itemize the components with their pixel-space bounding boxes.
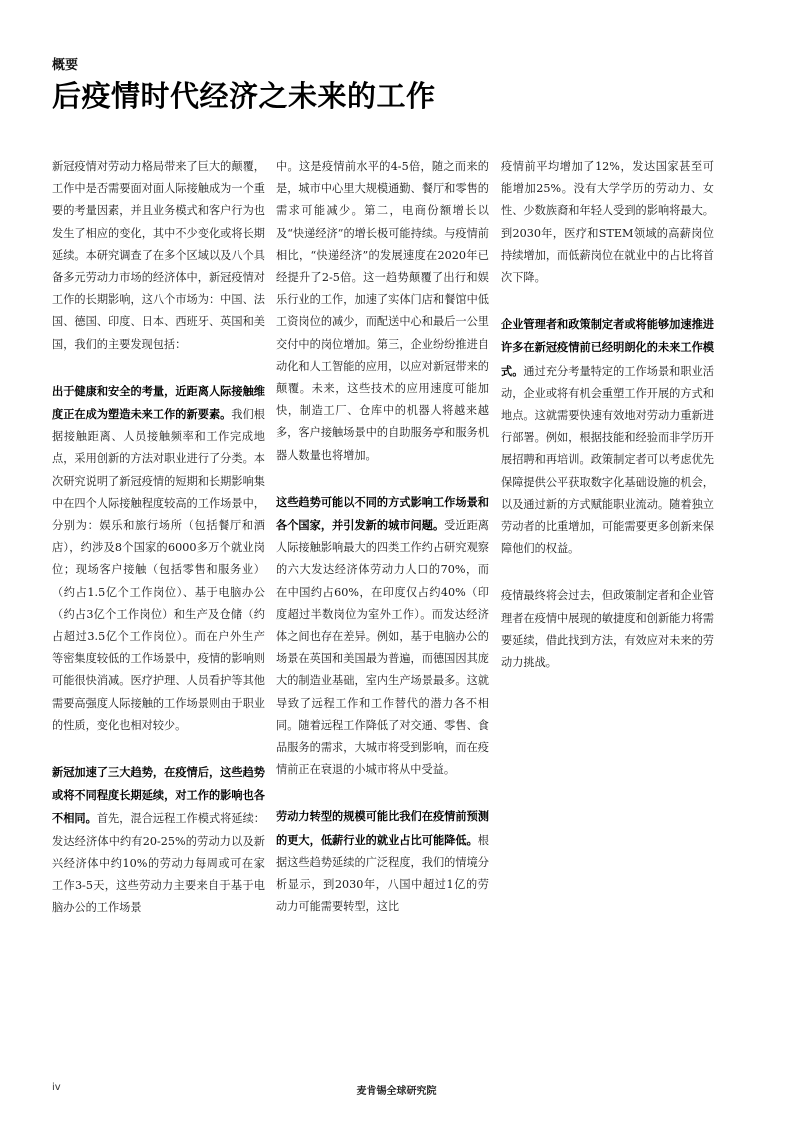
paragraph-lead: 劳动力转型的规模可能比我们在疫情前预测的更大，低薪行业的就业占比可能降低。 xyxy=(276,809,489,847)
paragraph xyxy=(501,313,714,560)
paragraph-body: 我们根据接触距离、人员接触频率和工作完成地点，采用创新的方法对职业进行了分类。本次研究说明了新冠疫情的短期和长期影响集中在四个人际接触程度较高的工作场景中，分别为：娱乐和旅行场所（包括餐厅和酒店），约涉及8个国家的6000多万个就业岗位；现场客户接触（包括零售和服务业）（约占1.5亿个工作岗位）、基于电脑办公（约占3亿个工作岗位）和生产及仓储（约占超过3.5亿个工作岗位）。而在户外生产等密集度较低的工作场景中，疫情的影响则可能很快消减。医疗护理、人员看护等其他需要高强度人际接触的工作场景则由于职业的性质，变化也相对较少。 xyxy=(52,408,265,732)
paragraph-lead: 新冠加速了三大趋势，在疫情后，这些趋势或将不同程度长期延续，对工作的影响也各不相同。 xyxy=(52,765,265,826)
paragraph-body: 首先，混合远程工作模式将延续：发达经济体中约有20-25%的劳动力以及新兴经济体中约10%的劳动力每周或可在家工作3-5天，这些劳动力主要来自于基于电脑办公的工作场景 xyxy=(52,812,265,915)
paragraph-lead: 出于健康和安全的考量，近距离人际接触维度正在成为塑造未来工作的新要素。 xyxy=(52,383,265,422)
paragraph xyxy=(276,155,489,467)
paragraph-lead: 企业管理者和政策制定者或将能够加速推进许多在新冠疫情前已经明朗化的未来工作模式。 xyxy=(501,317,714,378)
paragraph-body: 疫情前平均增加了12%，发达国家甚至可能增加25%。没有大学学历的劳动力、女性、少数族裔和年轻人受到的影响将最大。到2030年，医疗和STEM领域的高薪岗位持续增加，而低薪岗位在就业中的占比将首次下降。 xyxy=(501,160,714,285)
paragraph xyxy=(52,761,265,919)
text-column-3 xyxy=(501,155,714,698)
paragraph-body: 根据这些趋势延续的广泛程度，我们的情境分析显示，到2030年，八国中超过1亿的劳动力可能需要转型，这比 xyxy=(276,833,489,914)
paragraph-body: 受近距离人际接触影响最大的四类工作约占研究观察的六大发达经济体劳动力人口的70%，而在中国约占60%，在印度仅占约40%（印度超过半数岗位为室外工作）。而发达经济体之间也存在差异。例如，基于电脑办公的场景在英国和美国最为普遍，而德国因其庞大的制造业基础，室内生产场景最多。这就导致了远程工作和工作替代的潜力各不相同。随着远程工作降低了对交通、零售、食品服务的需求，大城市将受到影响，而在疫情前正在衰退的小城市将从中受益。 xyxy=(276,519,489,777)
section-label: 概要 xyxy=(52,58,79,73)
page-title: 后疫情时代经济之未来的工作 xyxy=(52,79,436,113)
paragraph-lead: 这些趋势可能以不同的方式影响工作场景和各个国家，并引发新的城市问题。 xyxy=(276,494,489,533)
paragraph xyxy=(52,155,265,356)
paragraph-body: 新冠疫情对劳动力格局带来了巨大的颠覆，工作中是否需要面对面人际接触成为一个重要的考量因素，并且业务模式和客户行为也发生了相应的变化，其中不少变化或将长期延续。本研究调查了在多个区域以及八个具备多元劳动力市场的经济体中，新冠疫情对工作的长期影响，这八个市场为：中国、法国、德国、印度、日本、西班牙、英国和美国，我们的主要发现包括： xyxy=(52,160,265,351)
paragraph xyxy=(276,805,489,918)
paragraph xyxy=(501,584,714,674)
paragraph xyxy=(501,155,714,289)
paragraph xyxy=(276,491,489,782)
paragraph-body: 中。这是疫情前水平的4-5倍，随之而来的是，城市中心里大规模通勤、餐厅和零售的需求可能减少。第二，电商份额增长以及“快递经济”的增长极可能持续。与疫情前相比，“快递经济”的发展速度在2020年已经提升了2-5倍。这一趋势颠覆了出行和娱乐行业的工作，加速了实体门店和餐馆中低工资岗位的减少，而配送中心和最后一公里交付中的岗位增加。第三，企业纷纷推进自动化和人工智能的应用，以应对新冠带来的颠覆。未来，这些技术的应用速度可能加快，制造工厂、仓库中的机器人将越来越多，客户接触场景中的自助服务亭和服务机器人数量也将增加。 xyxy=(276,160,489,462)
paragraph-body: 通过充分考量特定的工作场景和职业活动，企业或将有机会重塑工作开展的方式和地点。这就需要快速有效地对劳动力重新进行部署。例如，根据技能和经验而非学历开展招聘和再培训。政策制定者可以考虑优先保障提供公平获取数字化基础设施的机会，以及通过新的方式赋能职业流动。随着独立劳动者的比重增加，可能需要更多创新来保障他们的权益。 xyxy=(501,364,714,556)
footer-organization: 麦肯锡全球研究院 xyxy=(356,1086,437,1097)
page-number: iv xyxy=(52,1082,61,1093)
text-column-2 xyxy=(276,155,489,943)
paragraph-body: 疫情最终将会过去，但政策制定者和企业管理者在疫情中展现的敏捷度和创新能力将需要延续，借此找到方法，有效应对未来的劳动力挑战。 xyxy=(501,589,714,670)
text-column-1 xyxy=(52,155,265,944)
paragraph xyxy=(52,380,265,737)
